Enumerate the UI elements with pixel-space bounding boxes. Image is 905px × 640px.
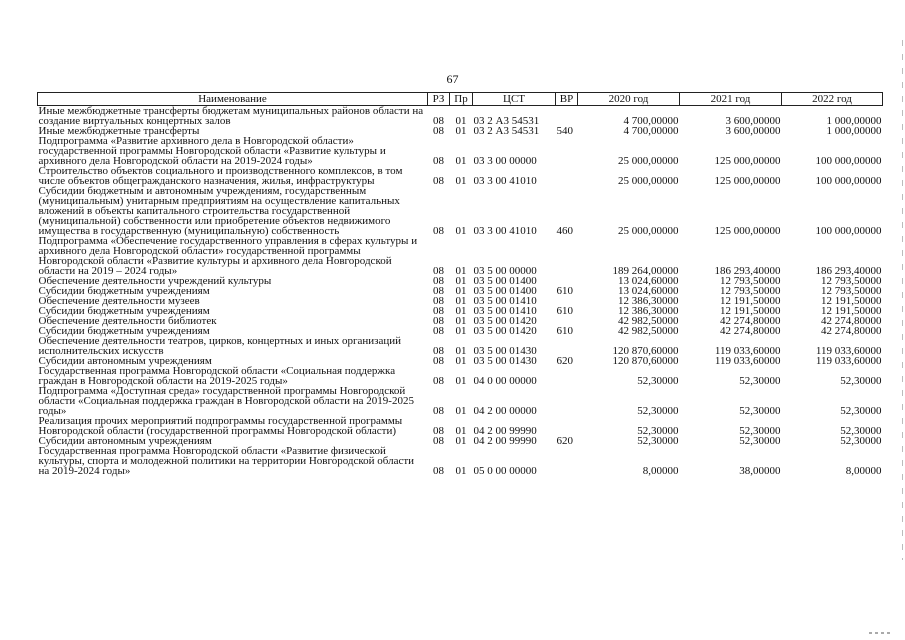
cell-name: Иные межбюджетные трансферты (38, 125, 200, 137)
cell-rz: 08 (433, 375, 444, 387)
header-rz: РЗ (428, 93, 450, 106)
cell-pr: 01 (455, 345, 467, 357)
cell-vr (556, 106, 578, 127)
cell-2021: 52,30000 (739, 405, 781, 417)
cell-2020: 13 024,60000 (618, 275, 679, 287)
cell-2022: 1 000,00000 (826, 125, 882, 137)
cell-2020: 52,30000 (637, 375, 679, 387)
cell-vr (556, 236, 578, 276)
scan-corner-mark (869, 632, 891, 634)
page-number: 67 (446, 72, 459, 86)
cell-pr: 01 (455, 115, 467, 127)
cell-rz: 08 (433, 225, 444, 237)
cell-2020: 52,30000 (637, 435, 679, 447)
cell-vr: 540 (556, 125, 573, 137)
table-row (38, 136, 883, 166)
cell-vr: 610 (556, 305, 573, 317)
cell-2022: 52,30000 (840, 435, 882, 447)
cell-pr: 01 (455, 155, 467, 167)
cell-cst: 03 3 00 00000 (473, 155, 537, 167)
cell-name: Государственная программа Новгородской области «Развитие физической культуры, спорта и молодежной политики на территории Новгородской области на 2019-2024 годы» (38, 445, 415, 477)
header-name: Наименование (38, 93, 428, 106)
cell-pr: 01 (455, 465, 467, 477)
cell-name: Иные межбюджетные трансферты бюджетам муниципальных районов области на создание виртуальных концертных залов (38, 105, 424, 127)
cell-2020: 12 386,30000 (618, 295, 679, 307)
header-vr: ВР (556, 93, 578, 106)
header-pr: Пр (450, 93, 473, 106)
cell-2022: 119 033,60000 (815, 345, 882, 357)
cell-name: Строительство объектов социального и производственного комплексов, в том числе объектов общегражданского назначения, жилья, инфраструктуры (38, 165, 403, 187)
cell-2020: 4 700,00000 (623, 115, 679, 127)
cell-2022: 8,00000 (845, 465, 882, 477)
cell-pr: 01 (455, 355, 467, 367)
table-header-row (38, 93, 883, 106)
cell-2022: 100 000,00000 (815, 225, 882, 237)
cell-name: Обеспечение деятельности библиотек (38, 315, 217, 327)
cell-2021: 12 191,50000 (720, 295, 781, 307)
cell-cst: 03 2 А3 54531 (473, 125, 540, 137)
cell-2022: 100 000,00000 (815, 175, 882, 187)
cell-pr: 01 (455, 305, 467, 317)
cell-name: Субсидии бюджетным учреждениям (38, 305, 210, 317)
cell-vr (556, 446, 578, 476)
cell-rz: 08 (433, 465, 444, 477)
cell-2022: 12 793,50000 (821, 275, 882, 287)
cell-name: Субсидии автономным учреждениям (38, 435, 212, 447)
cell-2020: 8,00000 (642, 465, 679, 477)
cell-cst: 03 5 00 01430 (473, 355, 537, 367)
cell-2021: 52,30000 (739, 435, 781, 447)
cell-vr: 610 (556, 285, 573, 297)
cell-rz: 08 (433, 315, 444, 327)
cell-vr (556, 366, 578, 386)
cell-2021: 42 274,80000 (720, 325, 781, 337)
cell-2020: 25 000,00000 (618, 175, 679, 187)
cell-2021: 125 000,00000 (714, 155, 781, 167)
cell-pr: 01 (455, 375, 467, 387)
table-row (38, 416, 883, 436)
cell-vr (556, 336, 578, 356)
cell-cst: 03 5 00 01420 (473, 315, 537, 327)
cell-vr: 620 (556, 355, 573, 367)
table-row (38, 186, 883, 236)
cell-2021: 52,30000 (739, 425, 781, 437)
cell-name: Субсидии бюджетным учреждениям (38, 325, 210, 337)
cell-2020: 189 264,00000 (612, 265, 679, 277)
cell-2022: 100 000,00000 (815, 155, 882, 167)
cell-pr: 01 (455, 425, 467, 437)
cell-rz: 08 (433, 325, 444, 337)
cell-2022: 42 274,80000 (821, 315, 882, 327)
cell-cst: 03 2 А3 54531 (473, 115, 540, 127)
cell-vr (556, 416, 578, 436)
cell-cst: 04 2 00 99990 (473, 435, 537, 447)
cell-2022: 1 000,00000 (826, 115, 882, 127)
cell-2021: 119 033,60000 (714, 355, 781, 367)
cell-cst: 03 5 00 01410 (473, 305, 537, 317)
table-row (38, 386, 883, 416)
table-row (38, 166, 883, 186)
cell-pr: 01 (455, 295, 467, 307)
cell-vr: 460 (556, 225, 573, 237)
cell-rz: 08 (433, 175, 444, 187)
cell-2020: 120 870,60000 (612, 345, 679, 357)
cell-cst: 04 0 00 00000 (473, 375, 537, 387)
cell-rz: 08 (433, 405, 444, 417)
cell-rz: 08 (433, 425, 444, 437)
cell-2021: 52,30000 (739, 375, 781, 387)
cell-vr (556, 166, 578, 186)
table-row (38, 106, 883, 127)
cell-2022: 12 793,50000 (821, 285, 882, 297)
cell-cst: 04 2 00 00000 (473, 405, 537, 417)
cell-name: Обеспечение деятельности учреждений культуры (38, 275, 272, 287)
cell-pr: 01 (455, 125, 467, 137)
cell-rz: 08 (433, 295, 444, 307)
cell-2020: 4 700,00000 (623, 125, 679, 137)
cell-name: Государственная программа Новгородской области «Социальная поддержка граждан в Новгородской области на 2019-2025 годы» (38, 365, 396, 387)
cell-2022: 186 293,40000 (815, 265, 882, 277)
cell-name: Субсидии бюджетным учреждениям (38, 285, 210, 297)
cell-rz: 08 (433, 155, 444, 167)
budget-table (37, 92, 883, 476)
header-2020: 2020 год (578, 93, 680, 106)
cell-2022: 119 033,60000 (815, 355, 882, 367)
cell-2022: 52,30000 (840, 405, 882, 417)
cell-2021: 186 293,40000 (714, 265, 781, 277)
cell-2020: 25 000,00000 (618, 225, 679, 237)
cell-rz: 08 (433, 345, 444, 357)
cell-2020: 42 982,50000 (618, 325, 679, 337)
cell-2020: 13 024,60000 (618, 285, 679, 297)
cell-2022: 52,30000 (840, 375, 882, 387)
cell-2021: 125 000,00000 (714, 225, 781, 237)
cell-rz: 08 (433, 115, 444, 127)
cell-pr: 01 (455, 435, 467, 447)
cell-rz: 08 (433, 355, 444, 367)
cell-vr (556, 386, 578, 416)
cell-2020: 12 386,30000 (618, 305, 679, 317)
cell-2022: 42 274,80000 (821, 325, 882, 337)
header-2021: 2021 год (680, 93, 782, 106)
table-row (38, 236, 883, 276)
cell-pr: 01 (455, 325, 467, 337)
table-row (38, 366, 883, 386)
cell-cst: 03 5 00 00000 (473, 265, 537, 277)
cell-cst: 05 0 00 00000 (473, 465, 537, 477)
cell-2021: 12 793,50000 (720, 285, 781, 297)
cell-vr: 610 (556, 325, 573, 337)
cell-rz: 08 (433, 285, 444, 297)
cell-pr: 01 (455, 405, 467, 417)
cell-vr: 620 (556, 435, 573, 447)
cell-pr: 01 (455, 225, 467, 237)
cell-rz: 08 (433, 125, 444, 137)
cell-name: Подпрограмма «Доступная среда» государственной программы Новгородской области «Социальная поддержка граждан в Новгородской области на 2019-2025 годы» (38, 385, 414, 417)
header-2022: 2022 год (782, 93, 883, 106)
cell-2021: 3 600,00000 (725, 115, 781, 127)
cell-rz: 08 (433, 435, 444, 447)
cell-2021: 42 274,80000 (720, 315, 781, 327)
cell-cst: 03 5 00 01400 (473, 285, 537, 297)
cell-2022: 12 191,50000 (821, 295, 882, 307)
cell-vr (556, 136, 578, 166)
cell-2021: 12 793,50000 (720, 275, 781, 287)
cell-cst: 03 5 00 01400 (473, 275, 537, 287)
cell-2020: 52,30000 (637, 425, 679, 437)
cell-2021: 125 000,00000 (714, 175, 781, 187)
cell-pr: 01 (455, 265, 467, 277)
cell-name: Субсидии бюджетным и автономным учреждениям, государственным (муниципальным) унитарным предприятиям на осуществление капитальных вложений в объекты капитального строительства государственной (муниципальной) собственности или приобретение объектов недвижимого имущества в государственную (муниципальную) собственность (38, 185, 400, 237)
cell-2021: 119 033,60000 (714, 345, 781, 357)
header-cst: ЦСТ (473, 93, 556, 106)
cell-cst: 04 2 00 99990 (473, 425, 537, 437)
table-row (38, 336, 883, 356)
table-row (38, 446, 883, 476)
cell-pr: 01 (455, 175, 467, 187)
cell-2021: 3 600,00000 (725, 125, 781, 137)
cell-2020: 120 870,60000 (612, 355, 679, 367)
cell-name: Обеспечение деятельности театров, цирков, концертных и иных организаций исполнительских искусств (38, 335, 402, 357)
cell-name: Подпрограмма «Обеспечение государственного управления в сферах культуры и архивного дела Новгородской области» государственной программы Новгородской области «Развитие культуры и архивного дела Новгородской области на 2019 – 2024 годы» (38, 235, 418, 277)
cell-rz: 08 (433, 275, 444, 287)
cell-2022: 12 191,50000 (821, 305, 882, 317)
cell-name: Подпрограмма «Развитие архивного дела в Новгородской области» государственной программы Новгородской области «Развитие культуры и архивного дела Новгородской области на 2019-2024 годы» (38, 135, 386, 167)
cell-pr: 01 (455, 285, 467, 297)
cell-cst: 03 5 00 01410 (473, 295, 537, 307)
cell-pr: 01 (455, 315, 467, 327)
cell-rz: 08 (433, 305, 444, 317)
cell-name: Субсидии автономным учреждениям (38, 355, 212, 367)
cell-2022: 52,30000 (840, 425, 882, 437)
cell-name: Реализация прочих мероприятий подпрограммы государственной программы Новгородской области (государственной программы Новгородской области) (38, 415, 403, 437)
table-body (38, 106, 883, 477)
cell-2020: 52,30000 (637, 405, 679, 417)
cell-2021: 38,00000 (739, 465, 781, 477)
cell-2020: 42 982,50000 (618, 315, 679, 327)
cell-pr: 01 (455, 275, 467, 287)
cell-2021: 12 191,50000 (720, 305, 781, 317)
cell-cst: 03 3 00 41010 (473, 175, 537, 187)
cell-rz: 08 (433, 265, 444, 277)
cell-cst: 03 3 00 41010 (473, 225, 537, 237)
cell-name: Обеспечение деятельности музеев (38, 295, 200, 307)
cell-cst: 03 5 00 01430 (473, 345, 537, 357)
scan-edge-mark (902, 40, 903, 560)
cell-cst: 03 5 00 01420 (473, 325, 537, 337)
cell-2020: 25 000,00000 (618, 155, 679, 167)
